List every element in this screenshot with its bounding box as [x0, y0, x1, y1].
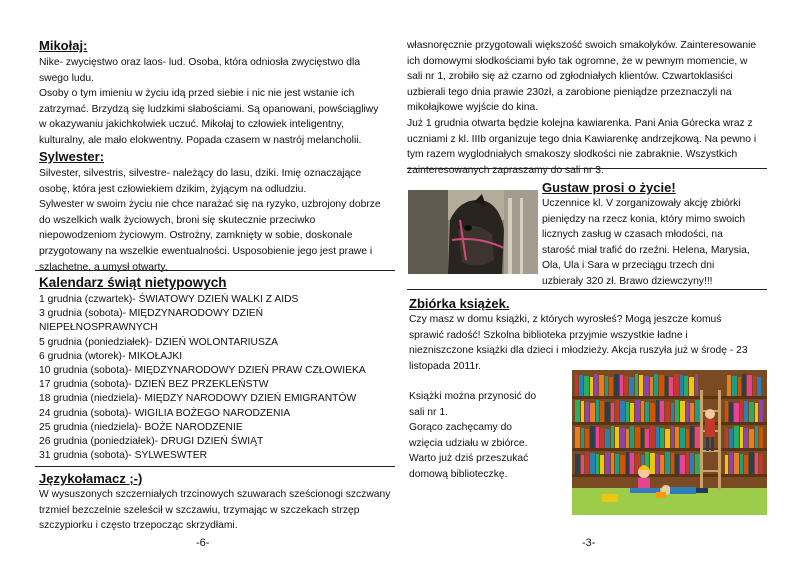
calendar-row: 24 grudnia (sobota)- WIGILIA BOŻEGO NARODZENIA — [39, 407, 291, 419]
calendar-row: 26 grudnia (poniedziałek)- DRUGI DZIEŃ ŚWIĄT — [39, 436, 264, 448]
text-line: sali nr 1, zrobiło się aż czarno od zgłodniałych klientów. Czwartoklasiści — [407, 71, 733, 83]
mikolaj-text — [39, 55, 389, 149]
text-line: sali nr 1. — [409, 406, 448, 418]
text-line: w okazywaniu jakichkolwiek uczuć. Mikołaj to człowiek inteligentny, — [39, 119, 344, 131]
sylwester-title: Sylwester: — [39, 149, 105, 164]
text-line: do wszelkich walk życiowych, broni się skutecznie przeciwko — [39, 214, 316, 226]
text-line: własnoręcznie przygotowali większość swoich smakołyków. Zainteresowanie — [407, 40, 757, 51]
calendar-row: 31 grudnia (sobota)- SYLWESWTER — [39, 450, 208, 462]
text-line: licznych zasług w czasach młodości, na — [542, 229, 723, 241]
text-line: pieniędzy na rzecz konia, który mimo swoich — [542, 213, 746, 225]
text-line: Książki można przynosić do — [409, 391, 537, 402]
text-line: uczniami z kl. IIIb organizuje tego dnia Kawiarenkę andrzejkową. Na pewno i — [407, 133, 757, 145]
text-line: Sylwester w swoim życiu nie chce narażać się na ryzyko, uzbrojony dobrze — [39, 199, 381, 211]
text-line: uzbierali tego dnia prawie 230zł, a zarobione pieniądze przeznaczyli na — [407, 86, 732, 98]
divider — [407, 168, 767, 169]
calendar-list — [39, 293, 399, 463]
text-line: przygotowany na wszelkie ewentualności. Usposobienie jego jest prawe i — [39, 245, 373, 257]
text-line: trzmiel bezczelnie szeleścił w szczawiu, trzymając w szczekach strzęp — [39, 504, 360, 516]
page-number: -3- — [582, 537, 596, 549]
text-line: W wysuszonych szczerniałych trzcinowych szuwarach sześcionogi szczwany — [39, 489, 391, 500]
text-line: ich domowymi słodkościami było tak ogromne, że w pewnym momencie, w — [407, 55, 748, 67]
calendar-row: 5 grudnia (poniedziałek)- DZIEŃ WOLONTARIUSZA — [39, 336, 278, 348]
library-illustration — [572, 370, 767, 515]
sylwester-text — [39, 166, 394, 275]
gustaw-text — [542, 196, 792, 290]
books-section — [409, 296, 794, 374]
books-text — [409, 312, 794, 374]
text-line: niepowodzeniom życiowym. Ostrożny, zamknięty w sobie, doskonale — [39, 230, 353, 242]
text-line: tym razem wyglodniałych smakoszy słodkości nie zabraknie. Wszystkich — [407, 149, 738, 161]
text-line: osobę, która jest człowiekiem dzikim, żyjącym na odludziu. — [39, 183, 307, 195]
calendar-title: Kalendarz świąt nietypowych — [39, 275, 227, 290]
mikolaj-title: Mikołaj: — [39, 38, 88, 53]
tongue-twister-text — [39, 487, 399, 534]
calendar-row: 18 grudnia (niedziela)- MIĘDZY NARODOWY DZIEŃ EMIGRANTÓW — [39, 393, 357, 405]
calendar-row: 10 grudnia (sobota)- MIĘDZYNARODOWY DZIEŃ PRAW CZŁOWIEKA — [39, 365, 366, 377]
divider — [407, 289, 767, 290]
text-line: sprawić radość! Szkolna biblioteka przyjmie wszystkie ładne i — [409, 329, 688, 341]
mikolaj-section — [39, 38, 389, 149]
divider — [35, 270, 395, 271]
text-line: listopada 2011r. — [409, 360, 481, 372]
text-line: Uczennice kl. V zorganizowały akcję zbiórki — [542, 198, 741, 209]
text-line: Silvester, silvestris, silvestre- należący do lasu, dziki. Imię oznaczające — [39, 168, 362, 179]
text-line: Czy masz w domu książki, z których wyrosłeś? Mogą jeszcze komuś — [409, 314, 722, 325]
text-line: kulturalny, ale mało elokwentny. Popada czasem w nastrój melancholii. — [39, 134, 362, 146]
text-line: wzięcia udziału w zbiórce. — [409, 437, 528, 449]
books-side-text — [409, 389, 569, 483]
horse-photo — [408, 190, 538, 274]
gustaw-title: Gustaw prosi o życie! — [542, 180, 676, 195]
gustaw-section — [542, 180, 792, 290]
text-line: starość miał trafić do rzeźni. Helena, Marysia, — [542, 244, 750, 256]
cafe-article-text — [407, 38, 792, 178]
text-line: Gorąco zachęcamy do — [409, 422, 513, 434]
text-line: zainteresowanych zapraszamy do sali nr 3. — [407, 164, 604, 176]
calendar-row: 17 grudnia (sobota)- DZIEŃ BEZ PRZEKLEŃSTW — [39, 379, 269, 391]
calendar-row: NIEPEŁNOSPRAWNYCH — [39, 322, 158, 334]
text-line: Ola, Ula i Sara w przeciągu trzech dni — [542, 260, 715, 272]
text-line: Już 1 grudnia otwarta będzie kolejna kawiarenka. Pani Ania Górecka wraz z — [407, 117, 753, 129]
text-line: uzbierały 320 zł. Brawo dziewczyny!!! — [542, 275, 713, 287]
text-line: szlachetne, a umysł otwarty. — [39, 261, 168, 273]
sylwester-section — [39, 149, 394, 275]
text-line: szczypiorku i często trzepocząc skrzydłami. — [39, 520, 238, 532]
text-line: swego ludu. — [39, 72, 94, 84]
text-line: domową biblioteczkę. — [409, 468, 508, 480]
calendar-row: 3 grudnia (sobota)- MIĘDZYNARODOWY DZIEŃ — [39, 308, 264, 320]
text-line: mikołajkowe wyjście do kina. — [407, 102, 539, 114]
text-line: zatrzymać. Brzydzą się ludzkimi słabościami. Są opanowani, powściągliwy — [39, 103, 379, 115]
divider — [35, 466, 395, 467]
calendar-section — [39, 275, 399, 463]
calendar-row: 6 grudnia (wtorek)- MIKOŁAJKI — [39, 350, 183, 362]
text-line: niezniszczone książki dla dzieci i młodzieży. Akcja ruszyła już w środę - 23 — [409, 345, 748, 357]
calendar-row: 1 grudnia (czwartek)- ŚWIATOWY DZIEŃ WALKI Z AIDS — [39, 294, 299, 305]
calendar-row: 25 grudnia (niedziela)- BOŻE NARODZENIE — [39, 421, 243, 433]
text-line: Warto już dziś przeszukać — [409, 453, 529, 465]
text-line: Nike- zwycięstwo oraz laos- lud. Osoba, która odniosła zwycięstwo dla — [39, 57, 361, 68]
text-line: Osoby o tym imieniu w życiu idą przed siebie i nic nie jest wstanie ich — [39, 88, 355, 100]
books-title: Zbiórka książek. — [409, 296, 510, 311]
page-number: -6- — [196, 537, 210, 549]
right-page — [400, 0, 800, 565]
tongue-twister-section — [39, 471, 399, 534]
tongue-twister-title: Językołamacz ;-) — [39, 471, 143, 486]
